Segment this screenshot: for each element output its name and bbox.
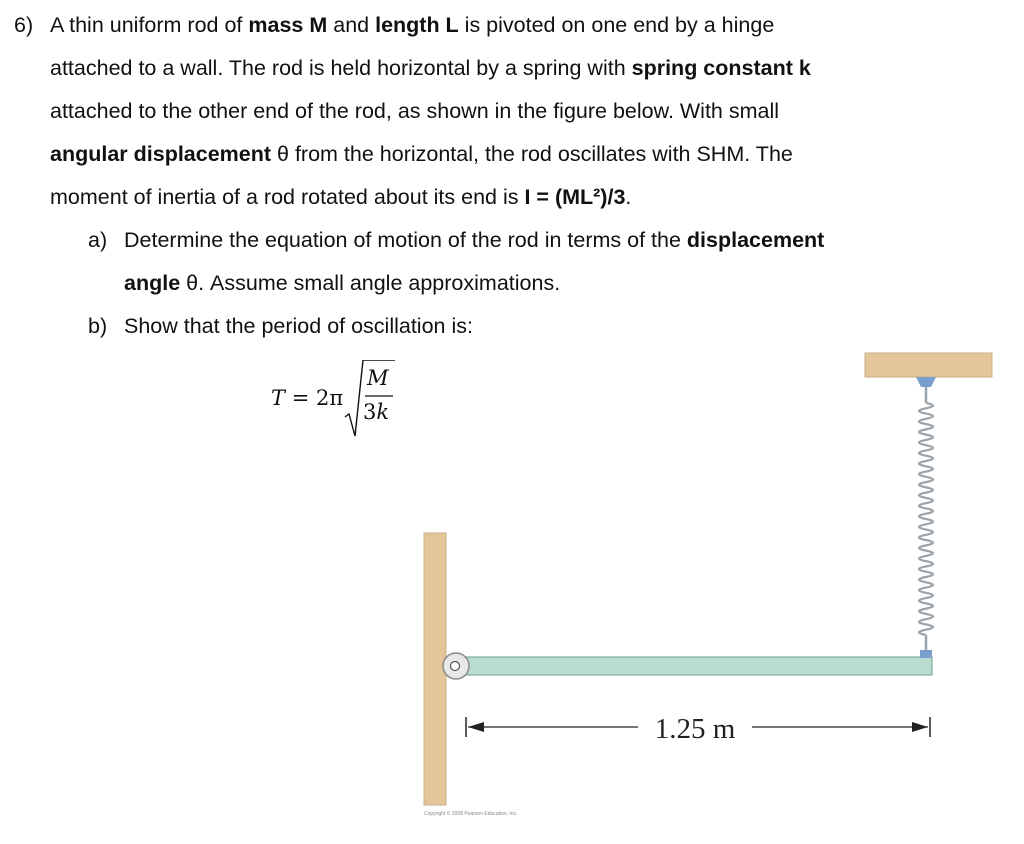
radical-sign — [271, 360, 411, 440]
rod — [460, 657, 932, 675]
part-b-label: b) — [88, 314, 108, 338]
mass-term: mass M — [248, 13, 328, 37]
problem-line-5: moment of inertia of a rod rotated about its end is I = (ML²)/3. — [50, 185, 632, 209]
arrow-right-icon — [912, 722, 928, 732]
angular-displacement-term: angular displacement — [50, 142, 272, 166]
part-b-line-1: Show that the period of oscillation is: — [124, 314, 473, 338]
formula-numerator: M — [367, 366, 389, 390]
angle-term: angle — [124, 271, 181, 295]
problem-line-1: A thin uniform rod of mass M and length L is pivoted on one end by a hinge — [50, 13, 775, 37]
rod-end-mount — [920, 650, 932, 658]
formula-lhs: T = 2π — [271, 386, 344, 410]
problem-number: 6) — [14, 13, 34, 37]
part-a-line-2: angle θ. Assume small angle approximations. — [124, 271, 561, 295]
spring — [919, 403, 933, 635]
part-a-label: a) — [88, 228, 108, 252]
moment-of-inertia-term: I = (ML²)/3 — [524, 185, 626, 209]
length-label: 1.25 m — [654, 713, 736, 745]
part-a-line-1: Determine the equation of motion of the rod in terms of the displacement — [124, 228, 825, 252]
formula-denominator: 3k — [363, 400, 390, 424]
rod-spring-figure — [400, 345, 1020, 835]
displacement-term: displacement — [686, 228, 825, 252]
arrow-left-icon — [468, 722, 484, 732]
ceiling-block — [865, 353, 992, 377]
problem-line-4: angular displacement θ from the horizontal, the rod oscillates with SHM. The — [50, 142, 793, 166]
copyright-text: Copyright © 2008 Pearson Education, Inc. — [424, 811, 518, 817]
spring-constant-term: spring constant k — [631, 56, 811, 80]
ceiling-mount — [916, 377, 936, 387]
problem-line-2: attached to a wall. The rod is held horizontal by a spring with spring constant k — [50, 56, 811, 80]
length-term: length L — [375, 13, 459, 37]
period-formula — [271, 360, 411, 440]
problem-line-3: attached to the other end of the rod, as shown in the figure below. With small — [50, 99, 780, 123]
